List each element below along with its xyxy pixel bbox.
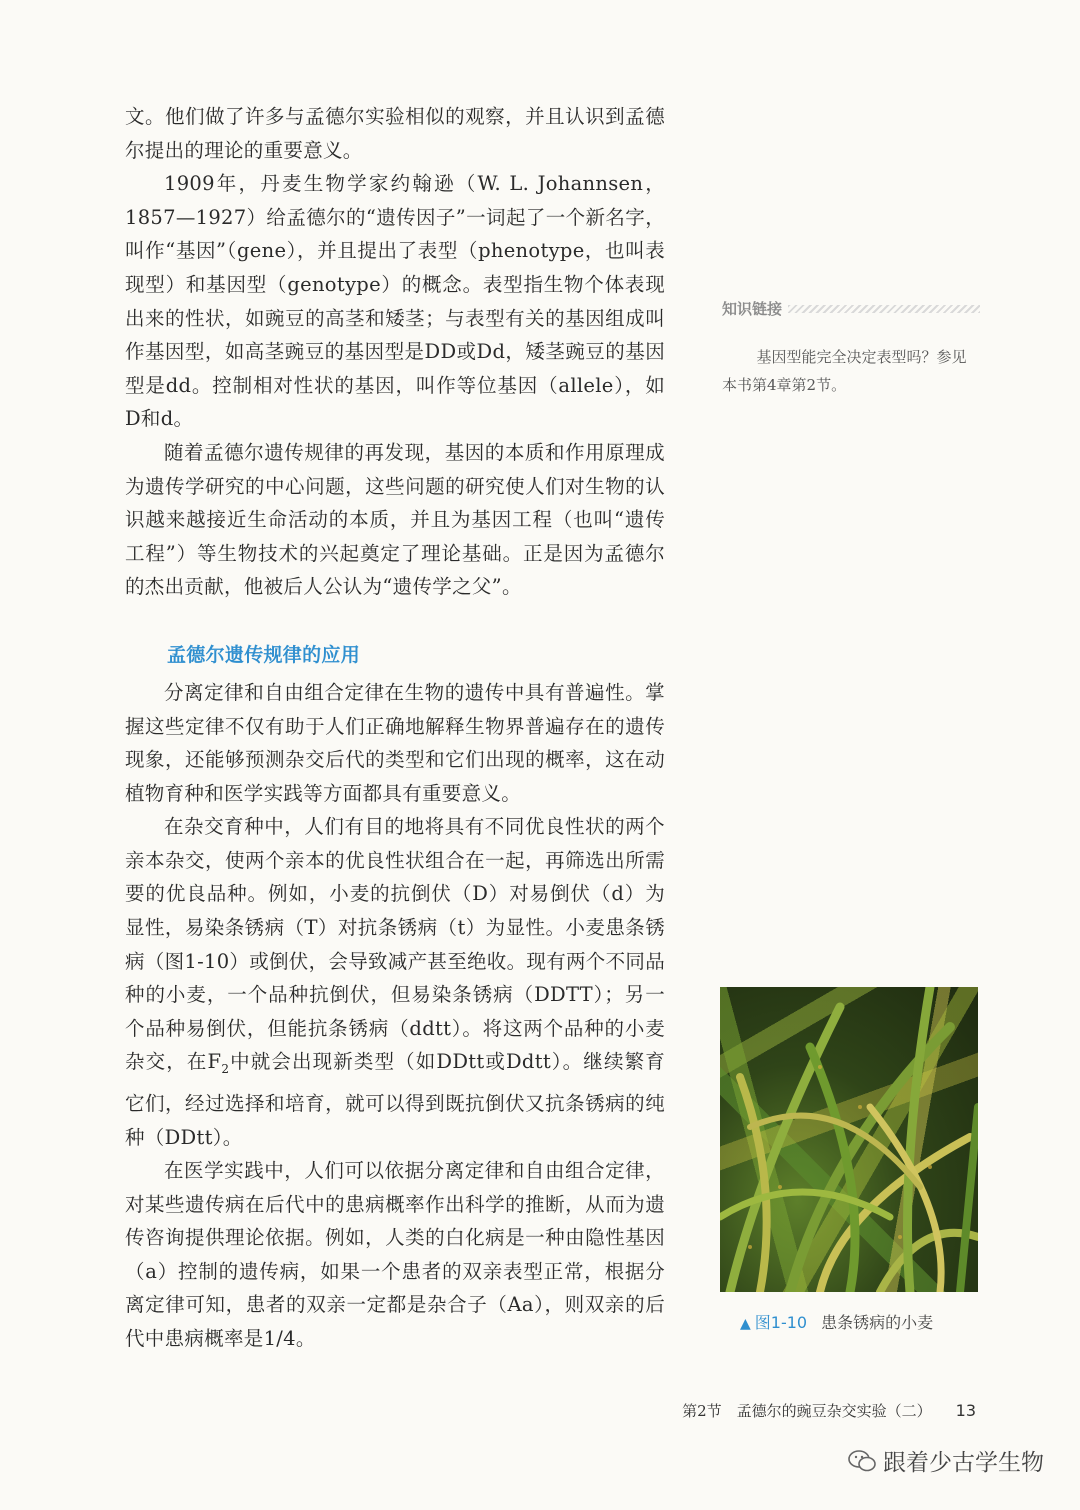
- page-footer: [682, 1400, 976, 1421]
- figure-label: 图1-10: [754, 1313, 808, 1332]
- section-heading: 孟德尔遗传规律的应用: [167, 643, 361, 666]
- paragraph: 随着孟德尔遗传规律的再发现，基因的本质和作用原理成为遗传学研究的中心问题，这些问题的研究使人们对生物的认识越来越接近生命活动的本质，并且为基因工程（也叫“遗传工程”）等生物技术的兴起奠定了理论基础。正是因为孟德尔的杰出贡献，他被后人公认为“遗传学之父”。: [125, 440, 665, 599]
- knowledge-link-box: [722, 298, 980, 399]
- sidebar-text: 基因型能完全决定表型吗？参见本书第4章第2节。: [722, 348, 967, 394]
- triangle-icon: ▲: [740, 1316, 751, 1332]
- sidebar-header: [722, 298, 980, 319]
- watermark: [847, 1444, 1044, 1477]
- paragraph: 分离定律和自由组合定律在生物的遗传中具有普遍性。掌握这些定律不仅有助于人们正确地解释生物界普遍存在的遗传现象，还能够预测杂交后代的类型和它们出现的概率，这在动植物育种和医学实践等方面都具有重要意义。: [125, 680, 665, 805]
- figure-caption: [740, 1310, 933, 1333]
- subscript: 2: [221, 1062, 230, 1077]
- wechat-icon: [847, 1449, 877, 1473]
- paragraph-part: 中就会出现新类型（如DDtt或Ddtt）。继续繁育它们，经过选择和培育，就可以得到既抗倒伏又抗条锈病的纯种（DDtt）。: [125, 1050, 665, 1149]
- paragraph-part: 在杂交育种中，人们有目的地将具有不同优良性状的两个亲本杂交，使两个亲本的优良性状组合在一起，再筛选出所需要的优良品种。例如，小麦的抗倒伏（D）对易倒伏（d）为显性，易染条锈病（T）对抗条锈病（t）为显性。小麦患条锈病（图1-10）或倒伏，会导致减产甚至绝收。现有两个不同品种的小麦，一个品种抗倒伏，但易染条锈病（DDTT）；另一个品种易倒伏，但能抗条锈病（ddtt）。将这两个品种的小麦杂交，在F: [125, 815, 666, 1074]
- main-text: [125, 100, 665, 1356]
- wheat-leaves-illustration: [720, 987, 978, 1292]
- sidebar-title: 知识链接: [722, 300, 783, 318]
- paragraph: 在医学实践中，人们可以依据分离定律和自由组合定律，对某些遗传病在后代中的患病概率作出科学的推断，从而为遗传咨询提供理论依据。例如，人类的白化病是一种由隐性基因（a）控制的遗传病，如果一个患者的双亲表型正常，根据分离定律可知，患者的双亲一定都是杂合子（Aa），则双亲的后代中患病概率是1/4。: [125, 1159, 665, 1351]
- paragraph: 1909年，丹麦生物学家约翰逊（W. L. Johannsen，1857—1927）给孟德尔的“遗传因子”一词起了一个新名字，叫作“基因”（gene），并且提出了表型（phenotype，也叫表现型）和基因型（genotype）的概念。表型指生物个体表现出来的性状，如豌豆的高茎和矮茎；与表型有关的基因组成叫作基因型，如高茎豌豆的基因型是DD或Dd，矮茎豌豆的基因型是dd。控制相对性状的基因，叫作等位基因（allele），如D和d。: [125, 172, 665, 431]
- decorative-rule: [788, 305, 980, 313]
- caption-text: 患条锈病的小麦: [821, 1313, 934, 1332]
- watermark-text: 跟着少古学生物: [883, 1450, 1044, 1476]
- paragraph: 文。他们做了许多与孟德尔实验相似的观察，并且认识到孟德尔提出的理论的重要意义。: [125, 105, 665, 162]
- wheat-photo: [720, 987, 978, 1292]
- page-number: 13: [955, 1401, 976, 1420]
- paragraph: [125, 810, 665, 1154]
- section-title: 第2节 孟德尔的豌豆杂交实验（二）: [682, 1402, 932, 1420]
